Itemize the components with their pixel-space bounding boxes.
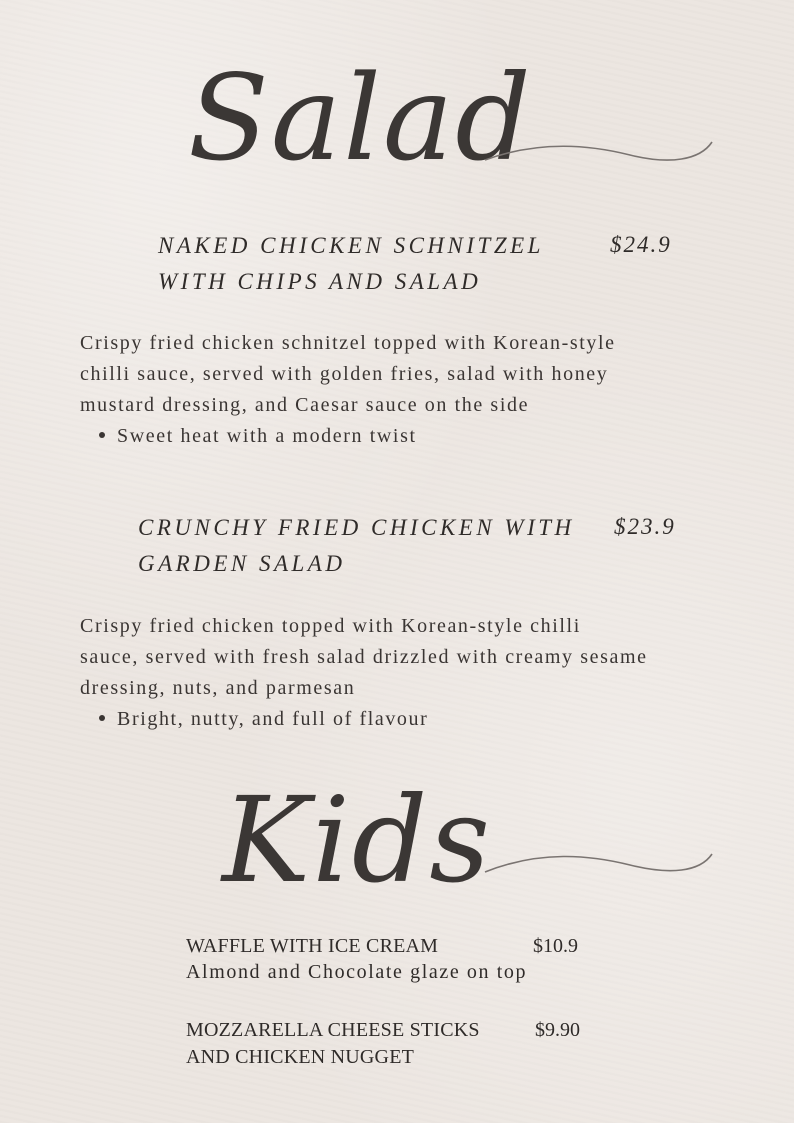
salad-item-1-title-line2: WITH CHIPS AND SALAD bbox=[158, 269, 482, 294]
kids-item-1-price: $10.9 bbox=[533, 935, 578, 957]
salad-item-1-description-line3: mustard dressing, and Caesar sauce on the side bbox=[80, 394, 530, 416]
salad-item-1-price: $24.9 bbox=[610, 232, 672, 257]
salad-item-2-bullet-text: Bright, nutty, and full of flavour bbox=[117, 708, 429, 730]
kids-item-2-price: $9.90 bbox=[535, 1019, 580, 1041]
salad-item-2-title-line1: CRUNCHY FRIED CHICKEN WITH bbox=[138, 515, 575, 540]
kids-item-1-title: WAFFLE WITH ICE CREAM bbox=[186, 935, 439, 957]
kids-heading-flourish bbox=[480, 840, 720, 890]
salad-item-2-description-line2: sauce, served with fresh salad drizzled with creamy sesame bbox=[80, 646, 648, 668]
bullet-dot-icon bbox=[99, 715, 105, 721]
salad-heading-flourish bbox=[480, 120, 720, 180]
salad-item-2-price: $23.9 bbox=[614, 514, 676, 539]
salad-item-2-description-line3: dressing, nuts, and parmesan bbox=[80, 677, 356, 699]
bullet-dot-icon bbox=[99, 432, 105, 438]
kids-heading: Kids bbox=[222, 771, 492, 909]
kids-item-2-title-line1: MOZZARELLA CHEESE STICKS bbox=[186, 1019, 480, 1041]
kids-item-2-title-line2: AND CHICKEN NUGGET bbox=[186, 1046, 415, 1068]
salad-item-2-bullet bbox=[99, 708, 428, 731]
salad-heading: Salad bbox=[188, 49, 533, 187]
salad-item-1-title-line1: NAKED CHICKEN SCHNITZEL bbox=[158, 233, 544, 258]
salad-item-1-description-line1: Crispy fried chicken schnitzel topped with Korean-style bbox=[80, 332, 616, 354]
salad-item-2-description-line1: Crispy fried chicken topped with Korean-style chilli bbox=[80, 615, 581, 637]
salad-item-1-bullet bbox=[99, 425, 417, 448]
salad-item-1-bullet-text: Sweet heat with a modern twist bbox=[117, 425, 417, 447]
salad-item-1-description-line2: chilli sauce, served with golden fries, salad with honey bbox=[80, 363, 609, 385]
kids-item-1-subtitle: Almond and Chocolate glaze on top bbox=[186, 961, 528, 983]
salad-item-2-title-line2: GARDEN SALAD bbox=[138, 551, 346, 576]
